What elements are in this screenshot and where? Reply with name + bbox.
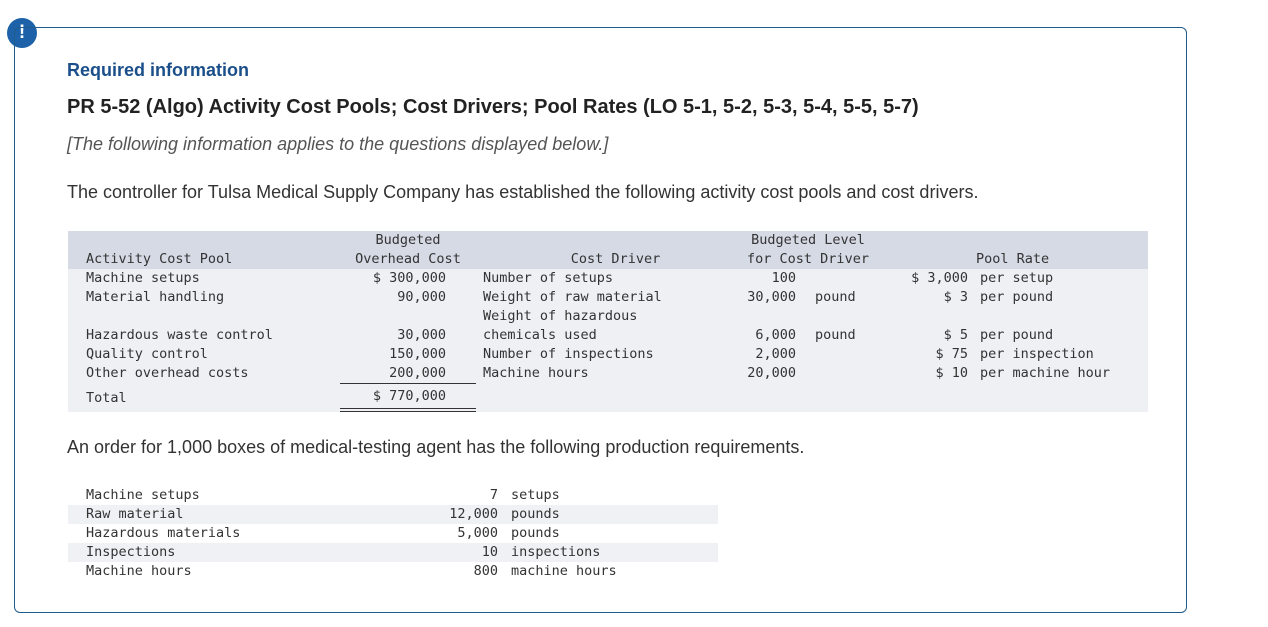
pool-rate-amount: $ 3: [943, 289, 968, 305]
pool-rate-unit: per setup: [980, 270, 1054, 286]
pool-level: 100: [771, 270, 796, 286]
pool-cost: 30,000: [397, 327, 446, 343]
header-cost-driver: Cost Driver: [570, 251, 661, 267]
pool-level: 2,000: [755, 346, 796, 362]
order-unit: pounds: [511, 506, 560, 522]
pool-name: Material handling: [86, 289, 225, 305]
problem-title: PR 5-52 (Algo) Activity Cost Pools; Cost Drivers; Pool Rates (LO 5-1, 5-2, 5-3, 5-4, 5-5, 5-7): [67, 96, 919, 118]
pool-driver: chemicals used: [483, 327, 597, 343]
pool-name: Quality control: [86, 346, 208, 362]
pool-driver-line1: Weight of hazardous: [483, 308, 638, 324]
order-label: Hazardous materials: [86, 525, 241, 541]
pool-rate-amount: $ 3,000: [911, 270, 968, 286]
header-budget-line1: Budgeted: [375, 232, 441, 248]
header-level-line2: for Cost Driver: [747, 251, 869, 267]
pool-name: Hazardous waste control: [86, 327, 273, 343]
pool-level: 6,000: [755, 327, 796, 343]
pool-rate-unit: per pound: [980, 327, 1054, 343]
pool-level-unit: pound: [815, 327, 856, 343]
total-label: Total: [86, 390, 127, 406]
exclamation-icon: !: [7, 18, 37, 48]
pool-rate-amount: $ 10: [935, 365, 968, 381]
order-qty: 12,000: [449, 506, 498, 522]
order-label: Machine setups: [86, 487, 200, 503]
order-intro-text: An order for 1,000 boxes of medical-testing agent has the following production requirements.: [67, 437, 805, 457]
order-qty: 10: [481, 544, 498, 560]
pool-driver: Machine hours: [483, 365, 589, 381]
pool-cost: 90,000: [397, 289, 446, 305]
required-info-heading: Required information: [67, 60, 250, 80]
total-value: $ 770,000: [372, 388, 446, 404]
pool-rate-unit: per inspection: [980, 346, 1094, 362]
pool-cost: $ 300,000: [372, 270, 446, 286]
pool-level-unit: pound: [815, 289, 856, 305]
pool-driver: Number of setups: [483, 270, 614, 286]
pool-level: 30,000: [747, 289, 796, 305]
pool-rate-amount: $ 5: [943, 327, 968, 343]
header-activity-pool: Activity Cost Pool: [86, 251, 233, 267]
total-rule-lower: [340, 411, 476, 412]
pool-rate-amount: $ 75: [935, 346, 968, 362]
order-unit: machine hours: [511, 563, 617, 579]
cost-pool-table: [68, 231, 1148, 412]
total-rule-upper: [340, 408, 476, 409]
order-unit: pounds: [511, 525, 560, 541]
order-label: Raw material: [86, 506, 184, 522]
pool-driver: Number of inspections: [483, 346, 654, 362]
order-label: Machine hours: [86, 563, 192, 579]
header-pool-rate: Pool Rate: [976, 251, 1050, 267]
intro-text: The controller for Tulsa Medical Supply Company has established the following activity cost pools and cost drivers.: [67, 182, 979, 202]
pool-cost: 150,000: [389, 346, 446, 362]
pool-name: Machine setups: [86, 270, 200, 286]
order-label: Inspections: [86, 544, 176, 560]
subtotal-rule: [340, 383, 476, 384]
pool-level: 20,000: [747, 365, 796, 381]
order-qty: 7: [489, 487, 498, 503]
instruction-note: [The following information applies to the questions displayed below.]: [67, 134, 609, 154]
pool-rate-unit: per machine hour: [980, 365, 1111, 381]
order-unit: inspections: [511, 544, 601, 560]
order-qty: 5,000: [457, 525, 498, 541]
order-unit: setups: [511, 487, 560, 503]
header-level-line1: Budgeted Level: [751, 232, 865, 248]
pool-rate-unit: per pound: [980, 289, 1054, 305]
header-budget-line2: Overhead Cost: [355, 251, 461, 267]
pool-driver: Weight of raw material: [483, 289, 662, 305]
pool-cost: 200,000: [389, 365, 446, 381]
order-qty: 800: [473, 563, 498, 579]
order-requirements-table: [68, 486, 718, 586]
pool-name: Other overhead costs: [86, 365, 249, 381]
